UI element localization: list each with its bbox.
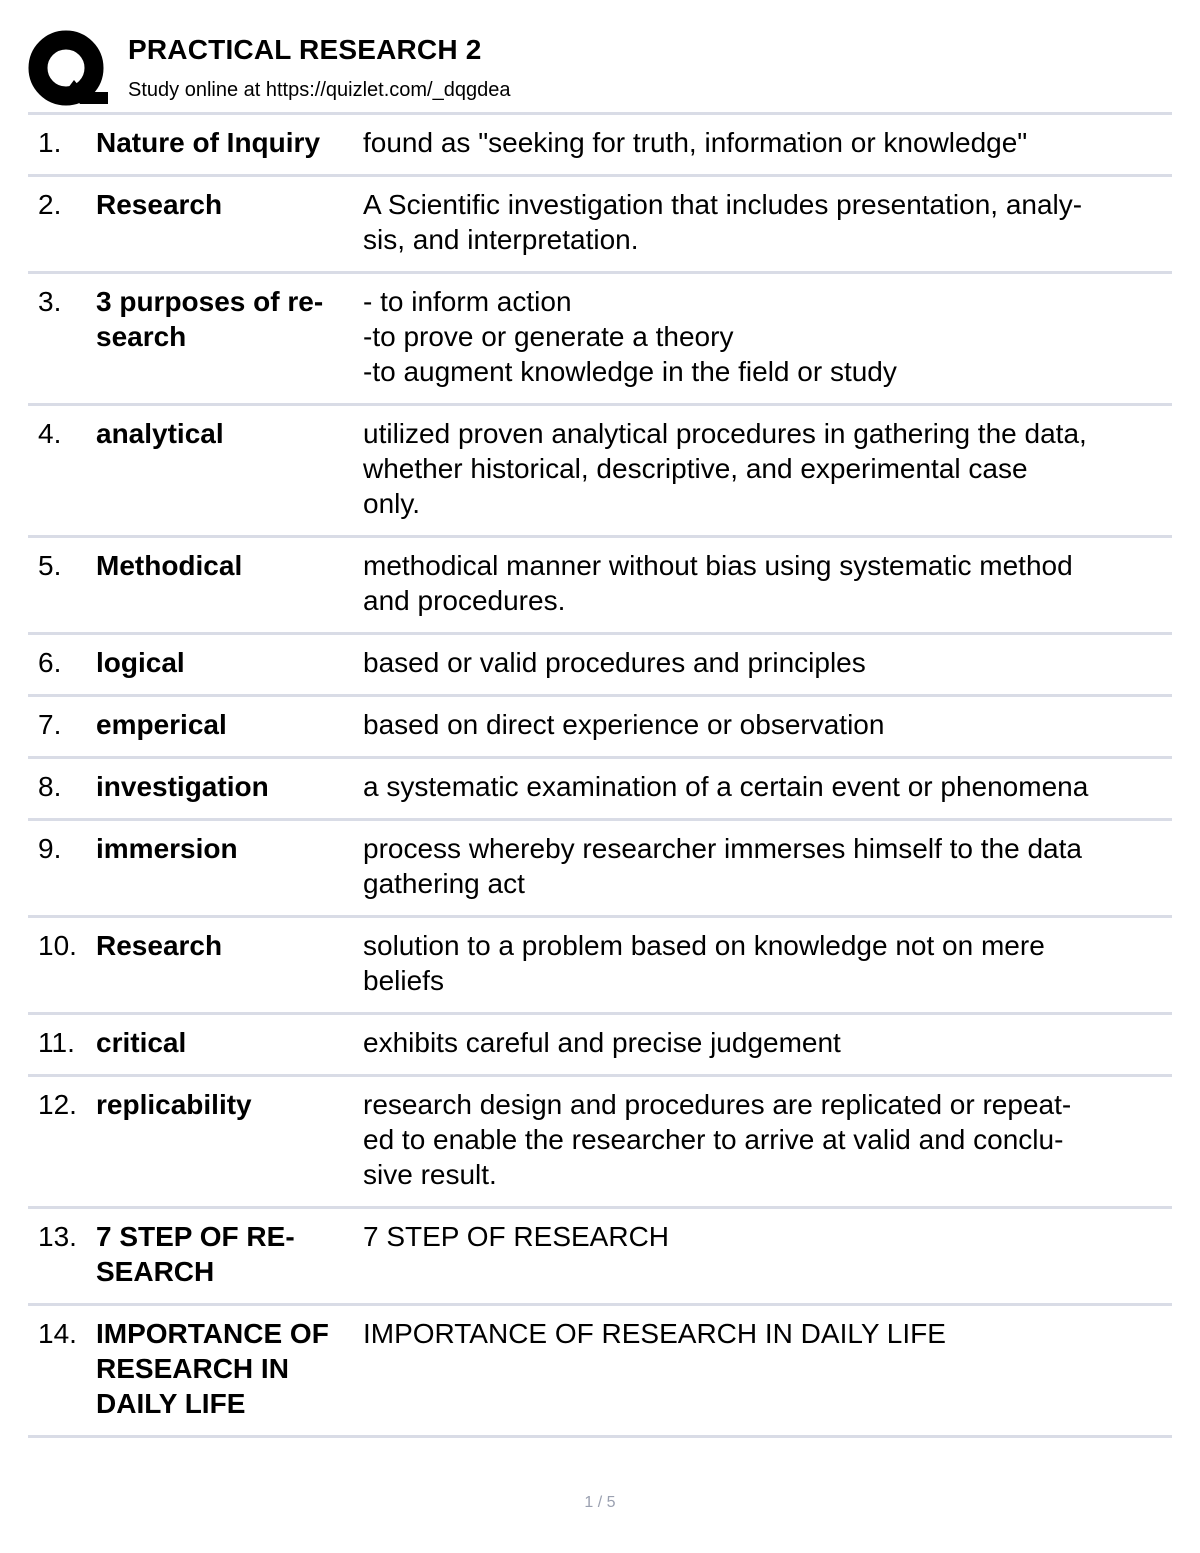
card-number: 11. <box>38 1027 75 1058</box>
card-definition: exhibits careful and precise judgement <box>363 1027 841 1058</box>
card-term: 7 STEP OF RE- SEARCH <box>96 1221 295 1287</box>
card-row <box>28 759 1172 821</box>
card-number: 14. <box>38 1318 77 1349</box>
card-number: 5. <box>38 550 62 581</box>
card-definition: 7 STEP OF RESEARCH <box>363 1221 670 1252</box>
card-definition: solution to a problem based on knowledge not on mere beliefs <box>363 930 1045 996</box>
card-row <box>28 177 1172 274</box>
page-header <box>28 28 1172 112</box>
card-term: emperical <box>96 709 227 740</box>
card-row <box>28 697 1172 759</box>
card-term: replicability <box>96 1089 252 1120</box>
card-row <box>28 821 1172 918</box>
card-term: Nature of Inquiry <box>96 127 321 158</box>
card-row <box>28 635 1172 697</box>
card-number: 1. <box>38 127 62 158</box>
card-definition: found as "seeking for truth, information or knowledge" <box>363 127 1028 158</box>
card-number: 9. <box>38 833 62 864</box>
card-row <box>28 918 1172 1015</box>
card-term: immersion <box>96 833 238 864</box>
card-row <box>28 1306 1172 1438</box>
card-definition: a systematic examination of a certain event or phenomena <box>363 771 1089 802</box>
card-number: 8. <box>38 771 62 802</box>
card-definition: utilized proven analytical procedures in gathering the data, whether historical, descriptive, and experimental case only. <box>363 418 1087 519</box>
card-definition: methodical manner without bias using systematic method and procedures. <box>363 550 1073 616</box>
card-list <box>28 115 1172 1438</box>
card-definition: - to inform action -to prove or generate a theory -to augment knowledge in the field or study <box>363 286 897 387</box>
card-definition: based on direct experience or observation <box>363 709 885 740</box>
card-definition: research design and procedures are replicated or repeat- ed to enable the researcher to arrive at valid and conclu- sive result. <box>363 1089 1072 1190</box>
card-row <box>28 1015 1172 1077</box>
page-title: PRACTICAL RESEARCH 2 <box>128 34 482 65</box>
card-row <box>28 406 1172 538</box>
card-number: 7. <box>38 709 62 740</box>
page-number: 1 / 5 <box>584 1494 616 1511</box>
quizlet-logo-icon <box>28 28 110 110</box>
card-number: 6. <box>38 647 62 678</box>
card-definition: A Scientific investigation that includes presentation, analy- sis, and interpretation. <box>363 189 1083 255</box>
card-term: logical <box>96 647 185 678</box>
card-term: Research <box>96 930 223 961</box>
card-term: IMPORTANCE OF RESEARCH IN DAILY LIFE <box>96 1318 329 1419</box>
card-row <box>28 274 1172 406</box>
card-number: 10. <box>38 930 77 961</box>
card-row <box>28 1077 1172 1209</box>
card-term: analytical <box>96 418 224 449</box>
card-definition: IMPORTANCE OF RESEARCH IN DAILY LIFE <box>363 1318 946 1349</box>
card-term: Research <box>96 189 223 220</box>
card-number: 3. <box>38 286 62 317</box>
card-term: Methodical <box>96 550 243 581</box>
study-link[interactable]: Study online at https://quizlet.com/_dqgdea <box>128 79 511 101</box>
card-row <box>28 538 1172 635</box>
card-definition: based or valid procedures and principles <box>363 647 866 678</box>
card-term: 3 purposes of re- search <box>96 286 324 352</box>
card-row <box>28 1209 1172 1306</box>
card-row <box>28 115 1172 177</box>
card-number: 12. <box>38 1089 77 1120</box>
card-number: 13. <box>38 1221 77 1252</box>
card-number: 2. <box>38 189 62 220</box>
card-definition: process whereby researcher immerses himself to the data gathering act <box>363 833 1082 899</box>
card-term: investigation <box>96 771 269 802</box>
card-number: 4. <box>38 418 62 449</box>
card-term: critical <box>96 1027 187 1058</box>
